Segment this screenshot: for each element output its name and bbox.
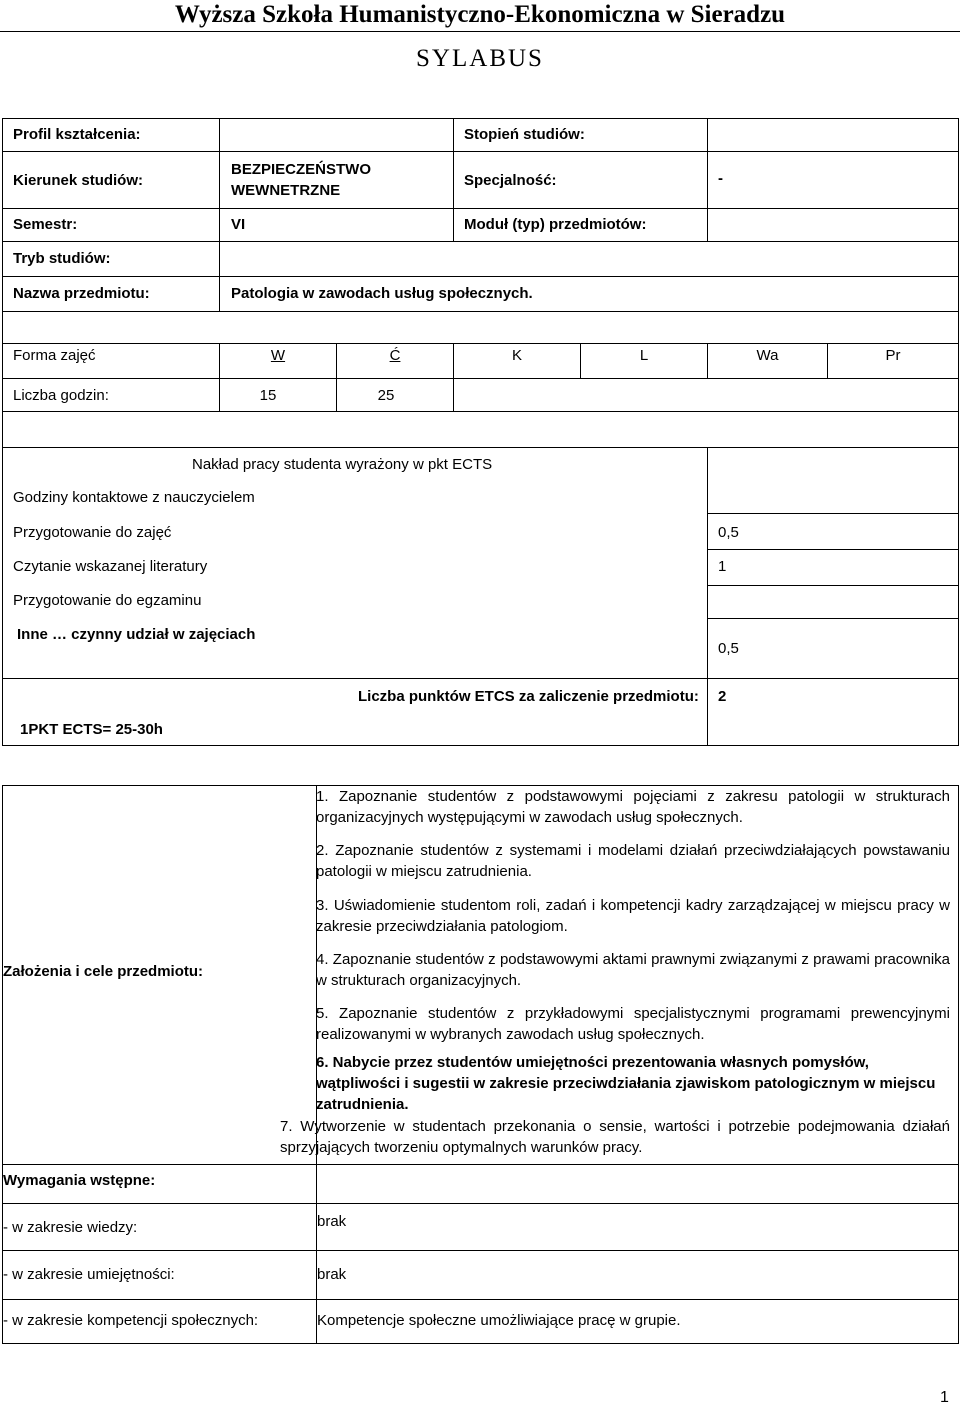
cell-modul-value bbox=[707, 208, 959, 242]
nazwa-value: Patologia w zawodach usług społecznych. bbox=[231, 285, 533, 302]
semestr-label: Semestr: bbox=[13, 216, 78, 233]
ects-total-value: 2 bbox=[718, 688, 727, 705]
ects-heading: Nakład pracy studenta wyrażony w pkt ECTS bbox=[192, 456, 493, 473]
req-row-value-cell bbox=[316, 1203, 959, 1251]
forms-col-c: Ć bbox=[389, 347, 401, 364]
req-row-label: - w zakresie kompetencji społecznych: bbox=[3, 1312, 259, 1329]
ects-value-cell-reading bbox=[707, 549, 959, 586]
ects-value-cell-prep bbox=[707, 513, 959, 550]
ects-row-label: Przygotowanie do egzaminu bbox=[13, 592, 202, 609]
nazwa-label: Nazwa przedmiotu: bbox=[13, 285, 150, 302]
req-row-label: - w zakresie umiejętności: bbox=[3, 1266, 175, 1283]
req-row-value: Kompetencje społeczne umożliwiające pracę w grupie. bbox=[317, 1312, 681, 1329]
goal-item: 6. Nabycie przez studentów umiejętności prezentowania własnych pomysłów, wątpliwości i sugestii w zakresie przeciwdziałania zjawiskom patologicznym w miejscu zatrudnienia. bbox=[316, 1054, 936, 1113]
forms-col-pr: Pr bbox=[885, 347, 901, 364]
university-name: Wyższa Szkoła Humanistyczno-Ekonomiczna w Sieradzu bbox=[174, 1, 786, 28]
header-rule bbox=[0, 31, 960, 32]
cell-specjalnosc-value bbox=[707, 151, 959, 209]
req-row-value: brak bbox=[317, 1266, 347, 1283]
kierunek-value-line2: WEWNETRZNE bbox=[231, 182, 341, 199]
goal-item: 4. Zapoznanie studentów z podstawowymi aktami prawnymi związanymi z prawami pracownika w strukturach organizacyjnych. bbox=[316, 951, 950, 989]
ects-values-top-cell bbox=[707, 447, 959, 514]
goal-item: 3. Uświadomienie studentom roli, zadań i kompetencji kadry zarządzającej w miejscu pracy w zakresie przeciwdziałania patologiom. bbox=[316, 897, 950, 935]
ects-row-label: Czytanie wskazanej literatury bbox=[13, 558, 208, 575]
page-number: 1 bbox=[940, 1389, 949, 1406]
req-heading-value-cell bbox=[316, 1164, 959, 1204]
goal-item: 1. Zapoznanie studentów z podstawowymi pojęciami z zakresu patologii w strukturach organizacyjnych występującymi w zawodach usług społecznych. bbox=[316, 788, 950, 826]
requirements-label: Wymagania wstępne: bbox=[3, 1172, 156, 1189]
ects-row-value: 0,5 bbox=[718, 640, 739, 657]
req-row-value-cell bbox=[316, 1250, 959, 1300]
hours-w: 15 bbox=[259, 387, 277, 404]
profil-label: Profil kształcenia: bbox=[13, 126, 141, 143]
tryb-label: Tryb studiów: bbox=[13, 250, 111, 267]
stopien-label: Stopień studiów: bbox=[464, 126, 585, 143]
semestr-value: VI bbox=[231, 216, 246, 233]
ects-row-value: 0,5 bbox=[718, 524, 739, 541]
forms-col-k: K bbox=[511, 347, 522, 364]
forms-col-l: L bbox=[639, 347, 649, 364]
ects-row-label: Inne … czynny udział w zajęciach bbox=[17, 626, 256, 643]
req-row-label: - w zakresie wiedzy: bbox=[3, 1219, 138, 1236]
cell-stopien-value bbox=[707, 118, 959, 152]
ects-value-cell-other bbox=[707, 618, 959, 679]
hours-cell-rest bbox=[453, 378, 959, 412]
forms-label: Forma zajęć bbox=[13, 347, 96, 364]
hours-label: Liczba godzin: bbox=[13, 387, 109, 404]
forms-col-wa: Wa bbox=[756, 347, 779, 364]
ects-value-cell-exam bbox=[707, 585, 959, 619]
kierunek-value-line1: BEZPIECZEŃSTWO bbox=[231, 161, 372, 178]
goal-item: 7. Wytworzenie w studentach przekonania o sensie, wartości i potrzebie podejmowania działań sprzyjających tworzeniu optymalnych warunków pracy. bbox=[280, 1118, 950, 1156]
goals-label: Założenia i cele przedmiotu: bbox=[3, 963, 204, 980]
kierunek-label: Kierunek studiów: bbox=[13, 172, 144, 189]
document-title: SYLABUS bbox=[416, 45, 544, 72]
ects-note: 1PKT ECTS= 25-30h bbox=[20, 721, 163, 738]
cell-profil-value bbox=[219, 118, 454, 152]
cell-semestr-value bbox=[219, 208, 454, 242]
ects-row-value: 1 bbox=[718, 558, 727, 575]
ects-total-value-cell bbox=[707, 678, 959, 746]
forms-top-spacer bbox=[2, 311, 959, 344]
hours-c: 25 bbox=[377, 387, 395, 404]
ects-row-label: Godziny kontaktowe z nauczycielem bbox=[13, 489, 255, 506]
ects-row-label: Przygotowanie do zajęć bbox=[13, 524, 172, 541]
modul-label: Moduł (typ) przedmiotów: bbox=[464, 216, 647, 233]
forms-col-w: W bbox=[270, 347, 286, 364]
specjalnosc-value: - bbox=[718, 170, 723, 187]
ects-total-label: Liczba punktów ETCS za zaliczenie przedmiotu: bbox=[358, 688, 699, 705]
specjalnosc-label: Specjalność: bbox=[464, 172, 557, 189]
goal-item: 2. Zapoznanie studentów z systemami i modelami działań przeciwdziałających powstawaniu patologii w miejscu zatrudnienia. bbox=[316, 842, 950, 880]
goal-item: 5. Zapoznanie studentów z przykładowymi specjalistycznymi programami prewencyjnymi realizowanymi w wybranych zawodach usług społecznych. bbox=[316, 1005, 950, 1043]
req-row-value: brak bbox=[317, 1213, 347, 1230]
cell-tryb-value bbox=[219, 241, 959, 277]
forms-bottom-spacer bbox=[2, 411, 959, 448]
